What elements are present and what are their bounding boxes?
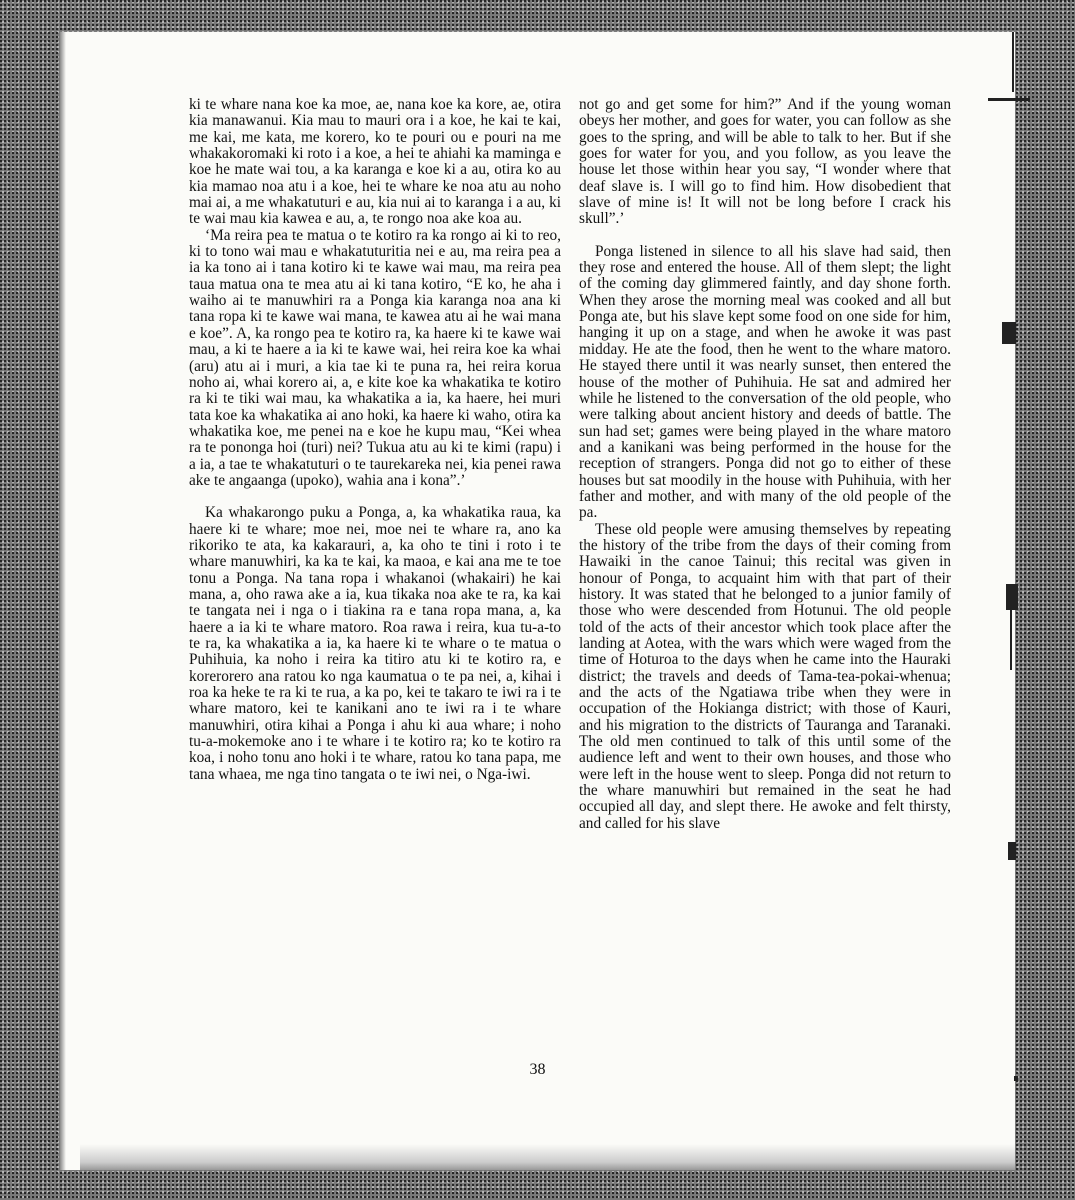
- scan-mark: [1008, 842, 1016, 860]
- book-page: [60, 32, 1015, 1170]
- paragraph: Ponga listened in silence to all his slave had said, then they rose and entered the house. All of them slept; the light of the coming day glimmered faintly, and day shone forth. When they arose the morning meal was cooked and all but Ponga ate, but his slave kept some food on one side for him, hanging it up on a stage, and when he awoke it was past midday. He ate the food, then he went to the whare matoro. He stayed there until it was nearly sunset, then entered the house of the mother of Puhihuia. He sat and admired her while he listened to the conversation of the old people, who were talking about ancient history and deeds of battle. The sun had set; games were being played in the whare matoro and a kanikani was being performed in the house for the reception of strangers. Ponga did not go to either of these houses but sat moodily in the house with Puhihuia, with her father and mother, and with many of the old people of the pa.: [579, 242, 951, 522]
- page-edge-shadow: [60, 32, 66, 1170]
- english-text-column: [579, 97, 951, 832]
- page-number: 38: [529, 1061, 546, 1078]
- scan-mark: [1014, 1076, 1018, 1081]
- scan-mark: [1006, 584, 1018, 610]
- maori-text-column: [189, 97, 561, 783]
- page-bottom-shadow: [80, 1144, 1015, 1170]
- scan-mark: [1012, 32, 1014, 92]
- paragraph: These old people were amusing themselves by repeating the history of the tribe from the days of their coming from Hawaiki in the canoe Tainui; this recital was given in honour of Ponga, to acquaint him with that part of their history. It was stated that he belonged to a junior family of those who were descended from Hotunui. The old people told of the acts of their ancestor which took place after the landing at Aotea, with the wars which were waged from the time of Hoturoa to the days when he came into the Hauraki district; the travels and deeds of Tama-tea-pokai-whenua; and the acts of the Ngatiawa tribe when they were in occupation of the Hokianga district; with those of Kauri, and his migration to the districts of Tauranga and Taranaki. The old men continued to talk of this until some of the audience left and went to their own houses, and those who were left in the house went to sleep. Ponga did not return to the whare manuwhiri but remained in the seat he had occupied all day, and slept there. He awoke and felt thirsty, and called for his slave: [579, 520, 951, 832]
- paragraph: Ka whakarongo puku a Ponga, a, ka whakatika raua, ka haere ki te whare; moe nei, moe nei te whare ra, ano ka rikoriko te ata, ka kakarauri, a, ka oho te tini i roto i te whare manuwhiri, ka ka te kai, ka maoa, e kai ana me te toe tonu a Ponga. Na tana ropa i whakanoi (whakairi) he kai mana, a, oho rawa ake a ia, kua tikaka noa ake te ra, ka kai te tangata nei i nga o i tiakina ra e tana ropa mana, a, ka haere a ia ki te whare matoro. Roa rawa i reira, kua tu-a-to te ra, ka whakatika a ia, ka haere ki te whare o te matua o Puhihuia, ka noho i reira ka titiro atu ki te kotiro ra, e korerorero ana ratou ko nga kaumatua o te pa nei, a, kihai i roa ka heke te ra ki te rua, a ka po, kei te takaro te iwi ra i te whare matoro, kei te kanikani ano te iwi ra i te whare manuwhiri, otira kihai a Ponga i ahu ki aua whare; i noho tu-a-mokemoke ano i te whare i te kotiro ra; ko te kotiro ra koa, i noho tonu ano hoki i te whare, ratou ko tana papa, me tana whaea, me nga tino tangata o te iwi nei, o Nga-iwi.: [189, 504, 561, 783]
- scan-mark: [1010, 610, 1012, 670]
- paragraph: not go and get some for him?” And if the young woman obeys her mother, and goes for water, you can follow as she goes to the spring, and will be able to talk to her. But if she goes for water for you, and you follow, as you leave the house let those within hear you say, “I wonder where that deaf slave is. I will go to find him. How disobedient that slave of mine is! It will not be long before I crack his skull”.’: [579, 96, 951, 228]
- scan-mark: [1002, 322, 1016, 344]
- paragraph: ki te whare nana koe ka moe, ae, nana koe ka kore, ae, otira kia manawanui. Kia mau to mauri ora i a koe, he kai te kai, me kai, me kata, me korero, ko te pouri ou e pouri na me whakakoromaki ki roto i a koe, a hei te ahiahi ka maminga e koe he mate wai tou, a ka karanga e koe ki a au, otira ko au kia mamao noa atu i a koe, hei te whare ke noa atu au noho mai ai, a me whakatuturi e au, kia nui ai to karanga i a au, ki te wai mau kia kawea e au, a, te rongo noa ake koa au.: [189, 96, 561, 228]
- scan-mark: [988, 98, 1030, 101]
- paragraph: ‘Ma reira pea te matua o te kotiro ra ka rongo ai ki to reo, ki to tono wai mau e whakatuturitia nei e au, ma reira pea a ia ka tono ai i tana kotiro ki te kawe wai mau, ma reira pea taua matua ona te mea atu ai ki tana kotiro, “E ko, he aha i waiho ai te manuwhiri ra a Ponga kia karanga noa ana ki tana ropa ki te kawe wai mana, te kawea atu ai he wai mana e koe”. A, ka rongo pea te kotiro ra, ka haere ki te kawe wai mau, a ki te haere a ia ki te kawe wai, hei reira koe ka whai (aru) atu ai i muri, a kia tae ki te puna ra, hei reira korua noho ai, whai korero ai, a, e kite koe ka whakatika te kotiro ra ki te tiki wai mau, ka whakatika a ia, ka haere, hei muri tata koe ka whakatika ai ano hoki, ka haere ki waho, otira ka whakatika koe, me penei na e koe he kupu mau, “Kei whea ra te pononga hoi (turi) nei? Tukua atu au ki te kimi (rapu) i a ia, a tae te whakatuturi o te taurekareka nei, kia penei rawa ake te angaanga (upoko), wahia ana i kona”.’: [189, 226, 561, 489]
